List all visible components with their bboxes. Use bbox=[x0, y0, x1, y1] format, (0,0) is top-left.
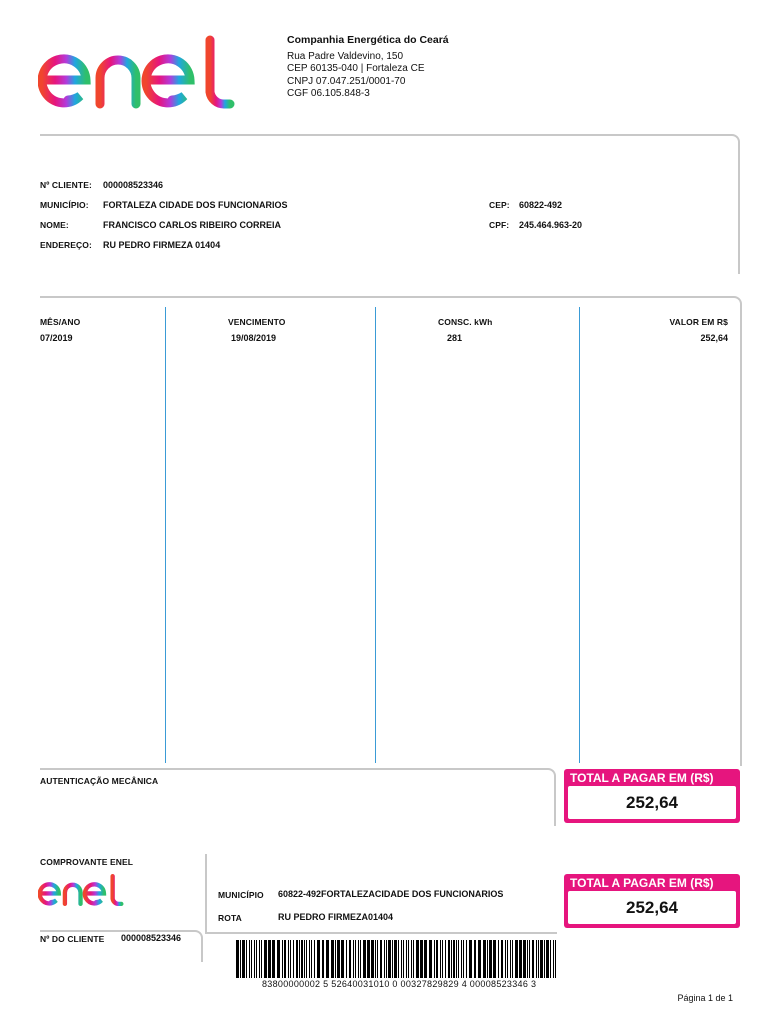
barcode-bar bbox=[515, 940, 518, 978]
barcode-bar bbox=[299, 940, 300, 978]
barcode-bar bbox=[512, 940, 513, 978]
barcode-bar bbox=[349, 940, 351, 978]
column-header-vencimento: VENCIMENTO bbox=[228, 317, 286, 327]
barcode-bar bbox=[411, 940, 412, 978]
barcode-bar bbox=[375, 940, 376, 978]
barcode-bar bbox=[483, 940, 486, 978]
receipt-total-value: 252,64 bbox=[568, 891, 736, 924]
barcode-bar bbox=[442, 940, 443, 978]
barcode-bar bbox=[451, 940, 452, 978]
barcode-bar bbox=[304, 940, 305, 978]
barcode-bar bbox=[555, 940, 556, 978]
total-value: 252,64 bbox=[568, 786, 736, 819]
barcode-bar bbox=[314, 940, 315, 978]
barcode-bar bbox=[293, 940, 294, 978]
municipio-label: MUNICÍPIO: bbox=[40, 200, 89, 210]
barcode-bar bbox=[529, 940, 530, 978]
barcode-bar bbox=[469, 940, 472, 978]
barcode-bar bbox=[550, 940, 551, 978]
barcode-bar bbox=[268, 940, 271, 978]
barcode-bar bbox=[386, 940, 387, 978]
barcode-bar bbox=[474, 940, 476, 978]
company-address-line: Rua Padre Valdevino, 150 bbox=[287, 50, 404, 62]
barcode-bar bbox=[538, 940, 539, 978]
barcode-bar bbox=[505, 940, 506, 978]
barcode-bar bbox=[416, 940, 419, 978]
barcode-bar bbox=[254, 940, 255, 978]
barcode-bar bbox=[501, 940, 503, 978]
barcode-bar bbox=[358, 940, 359, 978]
cpf-value: 245.464.963-20 bbox=[519, 220, 583, 230]
barcode-bar bbox=[277, 940, 280, 978]
auth-label: AUTENTICAÇÃO MECÂNICA bbox=[40, 776, 159, 786]
barcode-bar bbox=[463, 940, 464, 978]
barcode-bar bbox=[371, 940, 374, 978]
barcode-bar bbox=[384, 940, 385, 978]
barcode-bar bbox=[440, 940, 441, 978]
column-divider bbox=[375, 307, 376, 763]
barcode-bar bbox=[544, 940, 545, 978]
nome-label: NOME: bbox=[40, 220, 69, 230]
barcode-bar bbox=[478, 940, 481, 978]
barcode-bar bbox=[367, 940, 370, 978]
barcode-bar bbox=[510, 940, 511, 978]
billing-table-frame bbox=[40, 296, 742, 766]
endereco-label: ENDEREÇO: bbox=[40, 240, 92, 250]
receipt-total-label: TOTAL A PAGAR EM (R$) bbox=[570, 876, 714, 890]
barcode-bar bbox=[259, 940, 260, 978]
barcode-bar bbox=[380, 940, 382, 978]
barcode-bar bbox=[290, 940, 291, 978]
barcode-number: 83800000002 5 52640031010 0 00327829829 4 00008523346 3 bbox=[262, 979, 537, 989]
barcode-bar bbox=[527, 940, 528, 978]
barcode-bar bbox=[413, 940, 414, 978]
barcode-bar bbox=[456, 940, 457, 978]
cep-value: 60822-492 bbox=[519, 200, 563, 210]
barcode-bar bbox=[498, 940, 499, 978]
barcode-bar bbox=[461, 940, 462, 978]
barcode-bar bbox=[458, 940, 459, 978]
barcode-bar bbox=[546, 940, 549, 978]
payment-barcode bbox=[236, 940, 558, 978]
barcode-bar bbox=[424, 940, 427, 978]
nome-value: FRANCISCO CARLOS RIBEIRO CORREIA bbox=[103, 220, 282, 230]
barcode-bar bbox=[251, 940, 252, 978]
barcode-bar bbox=[377, 940, 378, 978]
receipt-client-number: 000008523346 bbox=[121, 933, 182, 943]
barcode-bar bbox=[353, 940, 354, 978]
barcode-bar bbox=[523, 940, 526, 978]
barcode-bar bbox=[553, 940, 554, 978]
column-divider bbox=[165, 307, 166, 763]
company-name: Companhia Energética do Ceará bbox=[287, 34, 449, 46]
barcode-bar bbox=[288, 940, 289, 978]
barcode-bar bbox=[309, 940, 310, 978]
total-label: TOTAL A PAGAR EM (R$) bbox=[570, 771, 714, 785]
company-address-line: CGF 06.105.848-3 bbox=[287, 88, 370, 99]
cell-mes-ano: 07/2019 bbox=[40, 333, 73, 343]
barcode-bar bbox=[420, 940, 423, 978]
barcode-bar bbox=[394, 940, 397, 978]
cep-label: CEP: bbox=[489, 200, 510, 210]
barcode-bar bbox=[256, 940, 257, 978]
barcode-bar bbox=[296, 940, 298, 978]
barcode-bar bbox=[453, 940, 455, 978]
page-indicator: Página 1 de 1 bbox=[677, 993, 733, 1003]
cell-valor: 252,64 bbox=[700, 333, 728, 343]
barcode-bar bbox=[355, 940, 356, 978]
receipt-total-box bbox=[564, 874, 740, 928]
total-box bbox=[564, 769, 740, 823]
barcode-bar bbox=[240, 940, 241, 978]
barcode-bar bbox=[341, 940, 344, 978]
receipt-title: COMPROVANTE ENEL bbox=[40, 857, 134, 867]
barcode-bar bbox=[360, 940, 361, 978]
barcode-bar bbox=[306, 940, 307, 978]
company-info bbox=[287, 34, 449, 101]
barcode-bar bbox=[282, 940, 283, 978]
barcode-bar bbox=[331, 940, 334, 978]
barcode-bar bbox=[388, 940, 391, 978]
barcode-bar bbox=[448, 940, 450, 978]
barcode-bar bbox=[401, 940, 402, 978]
column-header-mes-ano: MÊS/ANO bbox=[40, 317, 81, 327]
barcode-bar bbox=[261, 940, 262, 978]
barcode-bar bbox=[398, 940, 399, 978]
barcode-bar bbox=[335, 940, 336, 978]
barcode-bar bbox=[337, 940, 340, 978]
barcode-bar bbox=[301, 940, 303, 978]
barcode-bar bbox=[264, 940, 267, 978]
municipio-value: FORTALEZA CIDADE DOS FUNCIONARIOS bbox=[103, 200, 288, 210]
barcode-bar bbox=[532, 940, 534, 978]
barcode-bar bbox=[489, 940, 492, 978]
barcode-bar bbox=[408, 940, 409, 978]
barcode-bar bbox=[346, 940, 347, 978]
company-address-line: CEP 60135-040 | Fortaleza CE bbox=[287, 63, 425, 74]
client-number: 000008523346 bbox=[103, 180, 164, 190]
cell-consumo: 281 bbox=[447, 333, 463, 343]
column-header-valor: VALOR EM R$ bbox=[669, 317, 728, 327]
barcode-bar bbox=[434, 940, 435, 978]
receipt-municipio-value: 60822-492FORTALEZACIDADE DOS FUNCIONARIOS bbox=[278, 889, 504, 899]
column-header-consumo: CONSC. kWh bbox=[438, 317, 493, 327]
barcode-bar bbox=[519, 940, 522, 978]
barcode-bar bbox=[242, 940, 245, 978]
enel-logo-small bbox=[38, 872, 130, 908]
barcode-bar bbox=[246, 940, 247, 978]
cpf-label: CPF: bbox=[489, 220, 510, 230]
barcode-bar bbox=[392, 940, 393, 978]
barcode-bar bbox=[406, 940, 407, 978]
barcode-bar bbox=[466, 940, 467, 978]
barcode-bar bbox=[272, 940, 275, 978]
barcode-bar bbox=[284, 940, 286, 978]
company-address-line: CNPJ 07.047.251/0001-70 bbox=[287, 75, 406, 87]
receipt-rota-label: ROTA bbox=[218, 913, 242, 923]
barcode-bar bbox=[487, 940, 488, 978]
barcode-bar bbox=[363, 940, 366, 978]
barcode-bar bbox=[536, 940, 537, 978]
endereco-value: RU PEDRO FIRMEZA 01404 bbox=[103, 240, 221, 250]
barcode-bar bbox=[326, 940, 329, 978]
barcode-bar bbox=[317, 940, 320, 978]
client-number-label: Nº CLIENTE: bbox=[40, 180, 92, 190]
barcode-bar bbox=[507, 940, 508, 978]
column-divider bbox=[579, 307, 580, 763]
barcode-bar bbox=[322, 940, 324, 978]
receipt-client-label: Nº DO CLIENTE bbox=[40, 934, 105, 944]
cell-vencimento: 19/08/2019 bbox=[231, 333, 277, 343]
barcode-bar bbox=[445, 940, 446, 978]
barcode-bar bbox=[249, 940, 250, 978]
barcode-bar bbox=[311, 940, 312, 978]
receipt-municipio-label: MUNICÍPIO bbox=[218, 890, 264, 900]
barcode-bar bbox=[493, 940, 496, 978]
barcode-bar bbox=[403, 940, 404, 978]
barcode-bar bbox=[429, 940, 432, 978]
barcode-bar bbox=[236, 940, 239, 978]
enel-logo bbox=[38, 34, 250, 110]
barcode-bar bbox=[436, 940, 438, 978]
receipt-rota-value: RU PEDRO FIRMEZA01404 bbox=[278, 912, 394, 922]
barcode-bar bbox=[540, 940, 543, 978]
